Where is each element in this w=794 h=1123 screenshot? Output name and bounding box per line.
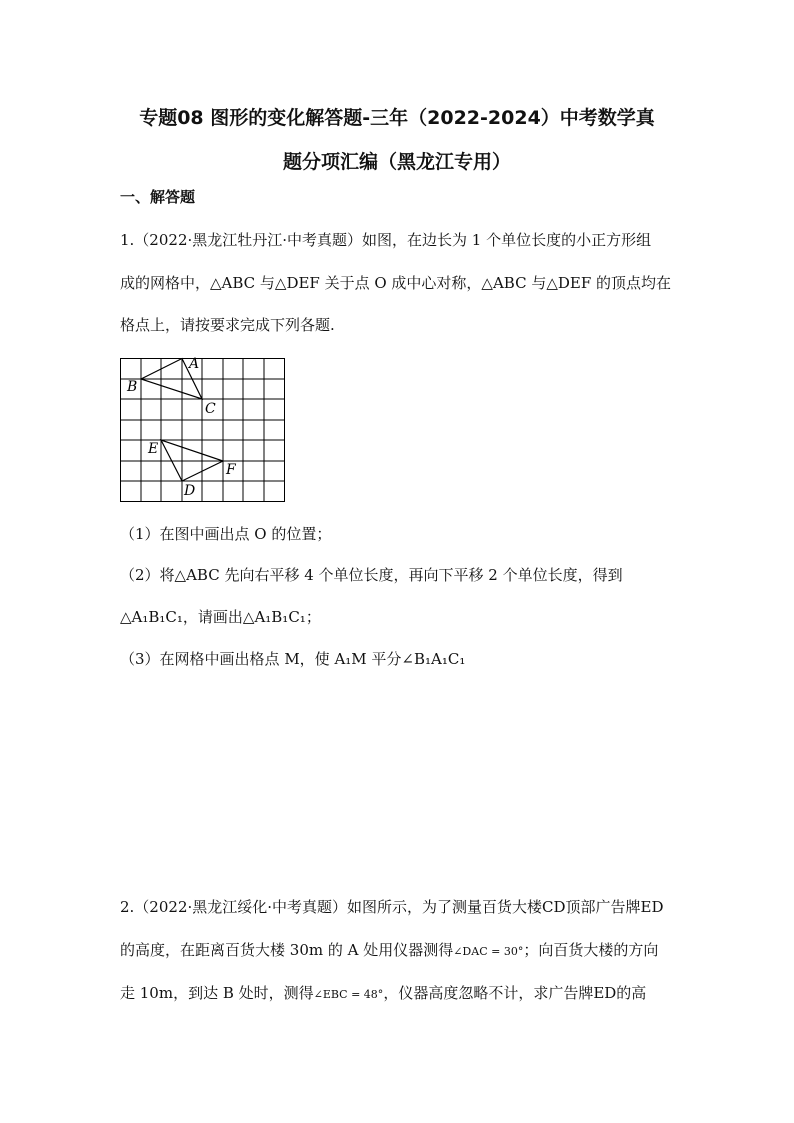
question-2-text-part: 走 10m，到达 B 处时，测得 bbox=[120, 984, 314, 1002]
point-label-e: E bbox=[148, 441, 159, 457]
question-2-text-line1: 2.（2022·黑龙江绥化·中考真题）如图所示，为了测量百货大楼CD顶部广告牌ED bbox=[120, 898, 664, 916]
question-2-text-line3 bbox=[120, 982, 680, 1006]
question-1-part-2-continued: △A₁B₁C₁，请画出△A₁B₁C₁； bbox=[120, 608, 321, 626]
angle-dac-formula: ∠DAC = 30° bbox=[453, 945, 524, 958]
question-2-text-part: ；向百货大楼的方向 bbox=[523, 941, 659, 959]
point-label-d: D bbox=[184, 483, 196, 499]
question-1-part-2: （2）将△ABC 先向右平移 4 个单位长度，再向下平移 2 个单位长度，得到 bbox=[120, 566, 623, 584]
point-label-a: A bbox=[189, 357, 200, 372]
point-label-f: F bbox=[226, 462, 236, 478]
question-2-text-line2 bbox=[120, 939, 680, 963]
question-1-grid-figure bbox=[120, 357, 290, 505]
question-1-text-line2: 成的网格中，△ABC 与△DEF 关于点 O 成中心对称，△ABC 与△DEF 的顶点均在 bbox=[120, 274, 672, 292]
question-1-part-3: （3）在网格中画出格点 M，使 A₁M 平分∠B₁A₁C₁ bbox=[120, 650, 466, 668]
page-title: 专题08 图形的变化解答题-三年（2022-2024）中考数学真 bbox=[139, 107, 655, 129]
angle-ebc-formula: ∠EBC = 48° bbox=[313, 988, 384, 1001]
question-1-text-line1: 1.（2022·黑龙江牡丹江·中考真题）如图，在边长为 1 个单位长度的小正方形组 bbox=[120, 231, 652, 249]
point-label-b: B bbox=[127, 379, 138, 395]
point-label-c: C bbox=[205, 401, 216, 417]
page-title-line2: 题分项汇编（黑龙江专用） bbox=[282, 151, 511, 173]
question-1-part-1: （1）在图中画出点 O 的位置； bbox=[120, 525, 332, 543]
question-2-text-part: 的高度，在距离百货大楼 30m 的 A 处用仪器测得 bbox=[120, 941, 454, 959]
question-1-text-line3: 格点上，请按要求完成下列各题. bbox=[120, 316, 335, 334]
question-2-text-part: ，仪器高度忽略不计，求广告牌ED的高 bbox=[383, 984, 647, 1002]
section-heading: 一、解答题 bbox=[120, 188, 196, 206]
